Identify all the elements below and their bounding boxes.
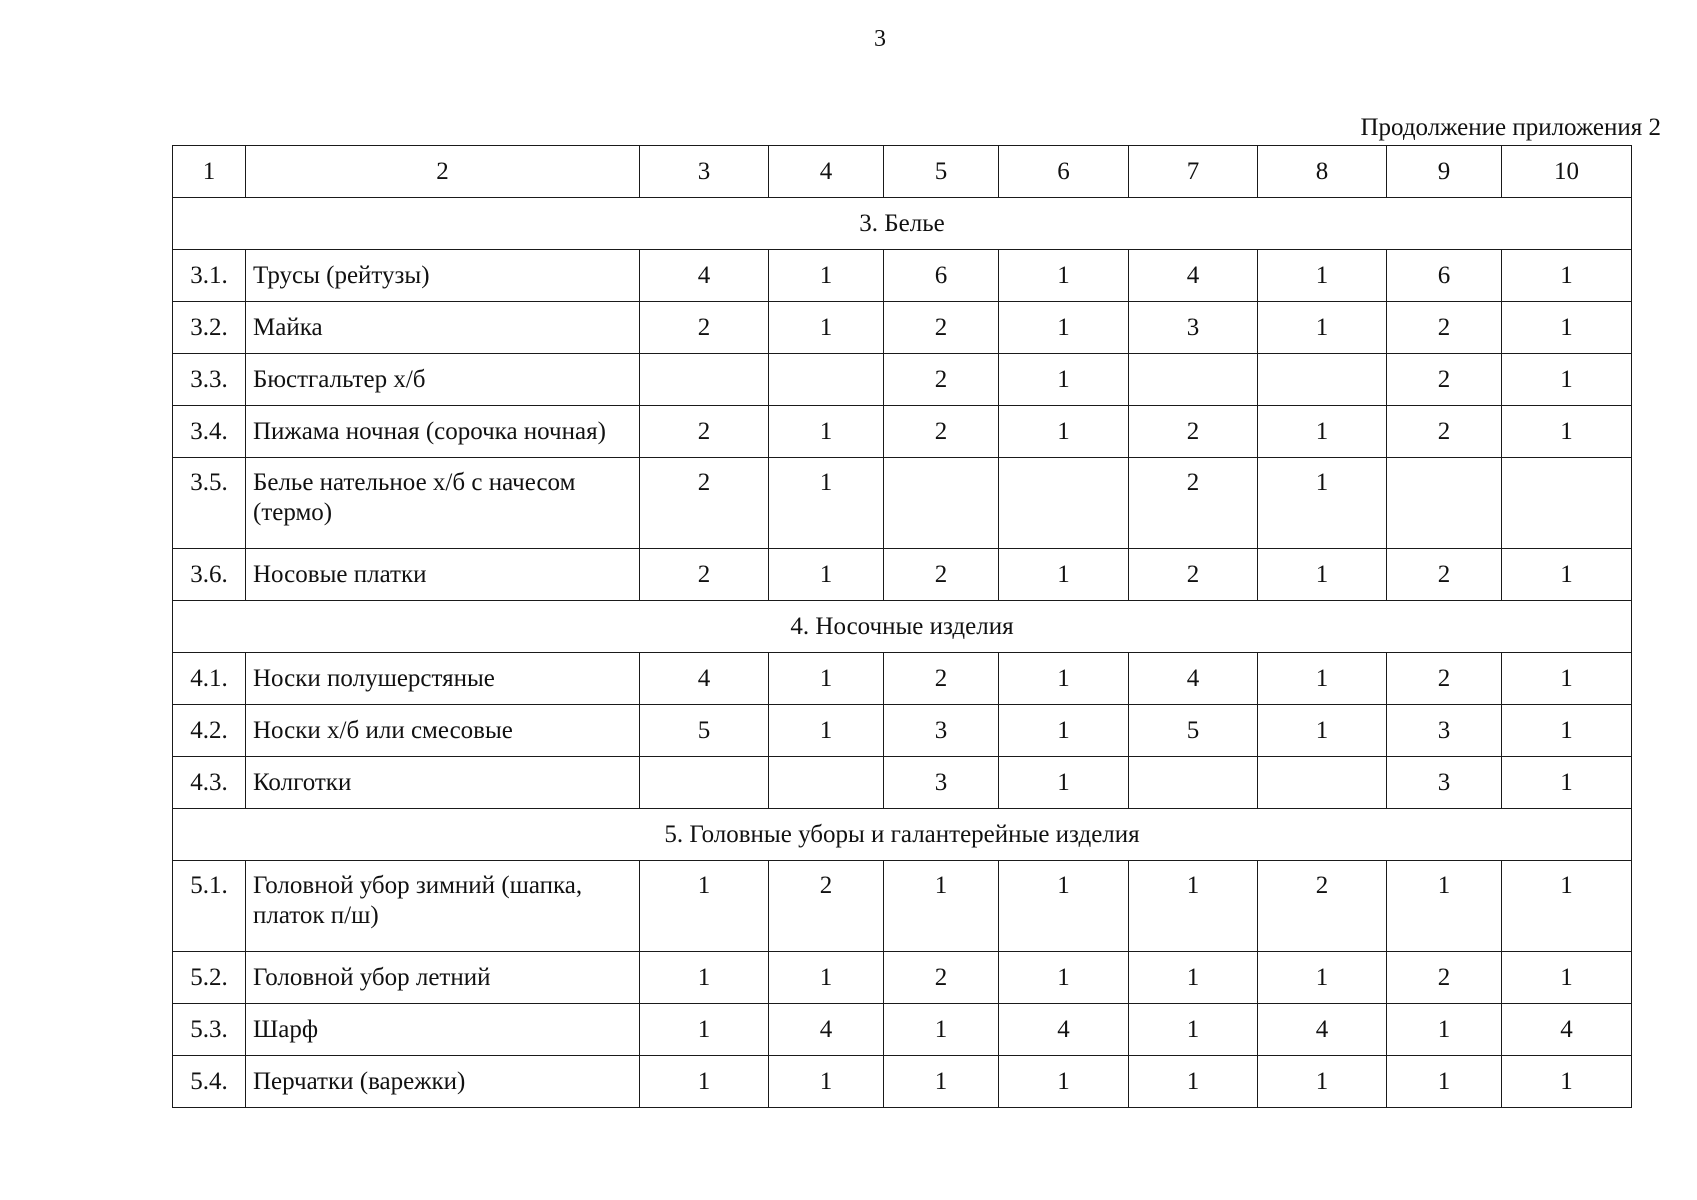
quantity-cell: 1 bbox=[1258, 1056, 1387, 1108]
quantity-cell: 1 bbox=[1258, 952, 1387, 1004]
column-number: 1 bbox=[173, 146, 246, 198]
column-number: 6 bbox=[999, 146, 1129, 198]
item-number: 4.3. bbox=[173, 757, 246, 809]
item-name: Носовые платки bbox=[246, 549, 640, 601]
quantity-cell: 1 bbox=[999, 952, 1129, 1004]
item-name: Головной убор летний bbox=[246, 952, 640, 1004]
quantity-cell: 1 bbox=[769, 653, 884, 705]
item-name: Белье нательное х/б с начесом (термо) bbox=[246, 458, 640, 549]
table-row bbox=[173, 757, 1632, 809]
quantity-cell: 1 bbox=[884, 1056, 999, 1108]
table-row bbox=[173, 952, 1632, 1004]
quantity-cell: 2 bbox=[884, 952, 999, 1004]
item-name: Носки х/б или смесовые bbox=[246, 705, 640, 757]
item-name: Пижама ночная (сорочка ночная) bbox=[246, 406, 640, 458]
quantity-cell: 1 bbox=[999, 250, 1129, 302]
column-number: 8 bbox=[1258, 146, 1387, 198]
column-number: 5 bbox=[884, 146, 999, 198]
quantity-cell: 3 bbox=[884, 757, 999, 809]
quantity-cell: 4 bbox=[999, 1004, 1129, 1056]
quantity-cell: 1 bbox=[1129, 1056, 1258, 1108]
item-name: Майка bbox=[246, 302, 640, 354]
quantity-cell: 4 bbox=[640, 250, 769, 302]
item-name: Перчатки (варежки) bbox=[246, 1056, 640, 1108]
quantity-cell: 2 bbox=[1387, 302, 1502, 354]
column-number: 10 bbox=[1502, 146, 1632, 198]
item-number: 4.1. bbox=[173, 653, 246, 705]
continuation-label: Продолжение приложения 2 bbox=[1360, 114, 1661, 141]
quantity-cell: 1 bbox=[1258, 705, 1387, 757]
quantity-cell: 1 bbox=[999, 757, 1129, 809]
column-number: 3 bbox=[640, 146, 769, 198]
quantity-cell bbox=[999, 458, 1129, 549]
quantity-cell: 2 bbox=[1387, 406, 1502, 458]
page-number: 3 bbox=[874, 26, 886, 52]
table-row bbox=[173, 302, 1632, 354]
quantity-cell: 3 bbox=[1129, 302, 1258, 354]
quantity-cell: 2 bbox=[640, 549, 769, 601]
quantity-cell: 1 bbox=[769, 952, 884, 1004]
section-title: 3. Белье bbox=[173, 198, 1632, 250]
table-row bbox=[173, 653, 1632, 705]
section-row bbox=[173, 809, 1632, 861]
quantity-cell: 2 bbox=[640, 406, 769, 458]
column-number: 4 bbox=[769, 146, 884, 198]
item-name: Трусы (рейтузы) bbox=[246, 250, 640, 302]
quantity-cell: 1 bbox=[1502, 861, 1632, 952]
quantity-cell: 1 bbox=[1387, 1056, 1502, 1108]
quantity-cell: 4 bbox=[1502, 1004, 1632, 1056]
appendix-table bbox=[172, 145, 1632, 1108]
quantity-cell: 4 bbox=[1129, 250, 1258, 302]
quantity-cell: 1 bbox=[1258, 549, 1387, 601]
quantity-cell: 5 bbox=[1129, 705, 1258, 757]
quantity-cell bbox=[884, 458, 999, 549]
quantity-cell: 1 bbox=[1129, 952, 1258, 1004]
item-number: 5.4. bbox=[173, 1056, 246, 1108]
quantity-cell: 2 bbox=[1129, 549, 1258, 601]
quantity-cell: 1 bbox=[884, 1004, 999, 1056]
table-row bbox=[173, 861, 1632, 952]
quantity-cell bbox=[640, 757, 769, 809]
quantity-cell: 2 bbox=[884, 302, 999, 354]
item-number: 3.4. bbox=[173, 406, 246, 458]
item-number: 5.3. bbox=[173, 1004, 246, 1056]
quantity-cell: 1 bbox=[1387, 1004, 1502, 1056]
quantity-cell bbox=[1502, 458, 1632, 549]
item-number: 5.1. bbox=[173, 861, 246, 952]
quantity-cell: 1 bbox=[1129, 861, 1258, 952]
quantity-cell: 2 bbox=[884, 549, 999, 601]
quantity-cell: 3 bbox=[1387, 757, 1502, 809]
quantity-cell: 1 bbox=[1502, 757, 1632, 809]
quantity-cell: 2 bbox=[884, 406, 999, 458]
quantity-cell: 1 bbox=[999, 354, 1129, 406]
quantity-cell bbox=[1387, 458, 1502, 549]
quantity-cell: 1 bbox=[769, 458, 884, 549]
quantity-cell: 1 bbox=[769, 302, 884, 354]
quantity-cell: 1 bbox=[1502, 653, 1632, 705]
table-row bbox=[173, 458, 1632, 549]
item-name: Носки полушерстяные bbox=[246, 653, 640, 705]
quantity-cell: 1 bbox=[1129, 1004, 1258, 1056]
quantity-cell: 1 bbox=[884, 861, 999, 952]
item-number: 3.6. bbox=[173, 549, 246, 601]
quantity-cell: 2 bbox=[1387, 653, 1502, 705]
quantity-cell: 2 bbox=[1387, 952, 1502, 1004]
quantity-cell: 2 bbox=[1387, 549, 1502, 601]
quantity-cell: 1 bbox=[1502, 705, 1632, 757]
quantity-cell: 1 bbox=[640, 861, 769, 952]
quantity-cell: 1 bbox=[1502, 406, 1632, 458]
column-number: 7 bbox=[1129, 146, 1258, 198]
quantity-cell: 6 bbox=[884, 250, 999, 302]
quantity-cell: 2 bbox=[640, 458, 769, 549]
quantity-cell: 1 bbox=[999, 1056, 1129, 1108]
quantity-cell: 1 bbox=[999, 653, 1129, 705]
column-number-row bbox=[173, 146, 1632, 198]
item-name: Бюстгальтер х/б bbox=[246, 354, 640, 406]
quantity-cell: 2 bbox=[1387, 354, 1502, 406]
quantity-cell: 4 bbox=[640, 653, 769, 705]
table-row bbox=[173, 354, 1632, 406]
item-name: Колготки bbox=[246, 757, 640, 809]
quantity-cell: 1 bbox=[1258, 302, 1387, 354]
quantity-cell: 1 bbox=[769, 1056, 884, 1108]
quantity-cell: 4 bbox=[1129, 653, 1258, 705]
quantity-cell: 1 bbox=[1502, 952, 1632, 1004]
quantity-cell: 1 bbox=[640, 1056, 769, 1108]
quantity-cell bbox=[640, 354, 769, 406]
quantity-cell: 1 bbox=[769, 250, 884, 302]
table-row bbox=[173, 406, 1632, 458]
item-name: Головной убор зимний (шапка, платок п/ш) bbox=[246, 861, 640, 952]
table-row bbox=[173, 1056, 1632, 1108]
quantity-cell: 1 bbox=[769, 549, 884, 601]
quantity-cell: 1 bbox=[1258, 406, 1387, 458]
quantity-cell: 2 bbox=[884, 354, 999, 406]
quantity-cell: 2 bbox=[1129, 458, 1258, 549]
quantity-cell: 1 bbox=[1502, 549, 1632, 601]
quantity-cell: 1 bbox=[1502, 354, 1632, 406]
quantity-cell bbox=[1129, 757, 1258, 809]
quantity-cell: 4 bbox=[769, 1004, 884, 1056]
quantity-cell: 5 bbox=[640, 705, 769, 757]
item-number: 4.2. bbox=[173, 705, 246, 757]
table-row bbox=[173, 705, 1632, 757]
quantity-cell: 1 bbox=[999, 406, 1129, 458]
table-row bbox=[173, 250, 1632, 302]
table-body bbox=[173, 146, 1632, 1108]
quantity-cell: 2 bbox=[1258, 861, 1387, 952]
quantity-cell: 2 bbox=[1129, 406, 1258, 458]
quantity-cell: 2 bbox=[769, 861, 884, 952]
quantity-cell: 1 bbox=[640, 1004, 769, 1056]
quantity-cell: 6 bbox=[1387, 250, 1502, 302]
item-number: 3.1. bbox=[173, 250, 246, 302]
section-row bbox=[173, 198, 1632, 250]
quantity-cell: 3 bbox=[884, 705, 999, 757]
quantity-cell: 1 bbox=[999, 549, 1129, 601]
item-name: Шарф bbox=[246, 1004, 640, 1056]
quantity-cell: 1 bbox=[640, 952, 769, 1004]
quantity-cell bbox=[1129, 354, 1258, 406]
quantity-cell: 1 bbox=[1502, 250, 1632, 302]
item-number: 3.2. bbox=[173, 302, 246, 354]
quantity-cell: 4 bbox=[1258, 1004, 1387, 1056]
quantity-cell: 1 bbox=[1258, 250, 1387, 302]
quantity-cell bbox=[769, 354, 884, 406]
section-row bbox=[173, 601, 1632, 653]
item-number: 5.2. bbox=[173, 952, 246, 1004]
quantity-cell: 1 bbox=[769, 406, 884, 458]
item-number: 3.3. bbox=[173, 354, 246, 406]
quantity-cell: 1 bbox=[1258, 458, 1387, 549]
table-row bbox=[173, 549, 1632, 601]
section-title: 4. Носочные изделия bbox=[173, 601, 1632, 653]
quantity-cell: 3 bbox=[1387, 705, 1502, 757]
quantity-cell bbox=[769, 757, 884, 809]
quantity-cell bbox=[1258, 354, 1387, 406]
table-row bbox=[173, 1004, 1632, 1056]
quantity-cell: 1 bbox=[999, 861, 1129, 952]
item-number: 3.5. bbox=[173, 458, 246, 549]
quantity-cell: 1 bbox=[1502, 302, 1632, 354]
quantity-cell: 1 bbox=[1387, 861, 1502, 952]
quantity-cell bbox=[1258, 757, 1387, 809]
column-number: 9 bbox=[1387, 146, 1502, 198]
quantity-cell: 2 bbox=[640, 302, 769, 354]
section-title: 5. Головные уборы и галантерейные изделия bbox=[173, 809, 1632, 861]
quantity-cell: 1 bbox=[999, 705, 1129, 757]
quantity-cell: 1 bbox=[1502, 1056, 1632, 1108]
quantity-cell: 1 bbox=[1258, 653, 1387, 705]
quantity-cell: 2 bbox=[884, 653, 999, 705]
quantity-cell: 1 bbox=[769, 705, 884, 757]
column-number: 2 bbox=[246, 146, 640, 198]
quantity-cell: 1 bbox=[999, 302, 1129, 354]
